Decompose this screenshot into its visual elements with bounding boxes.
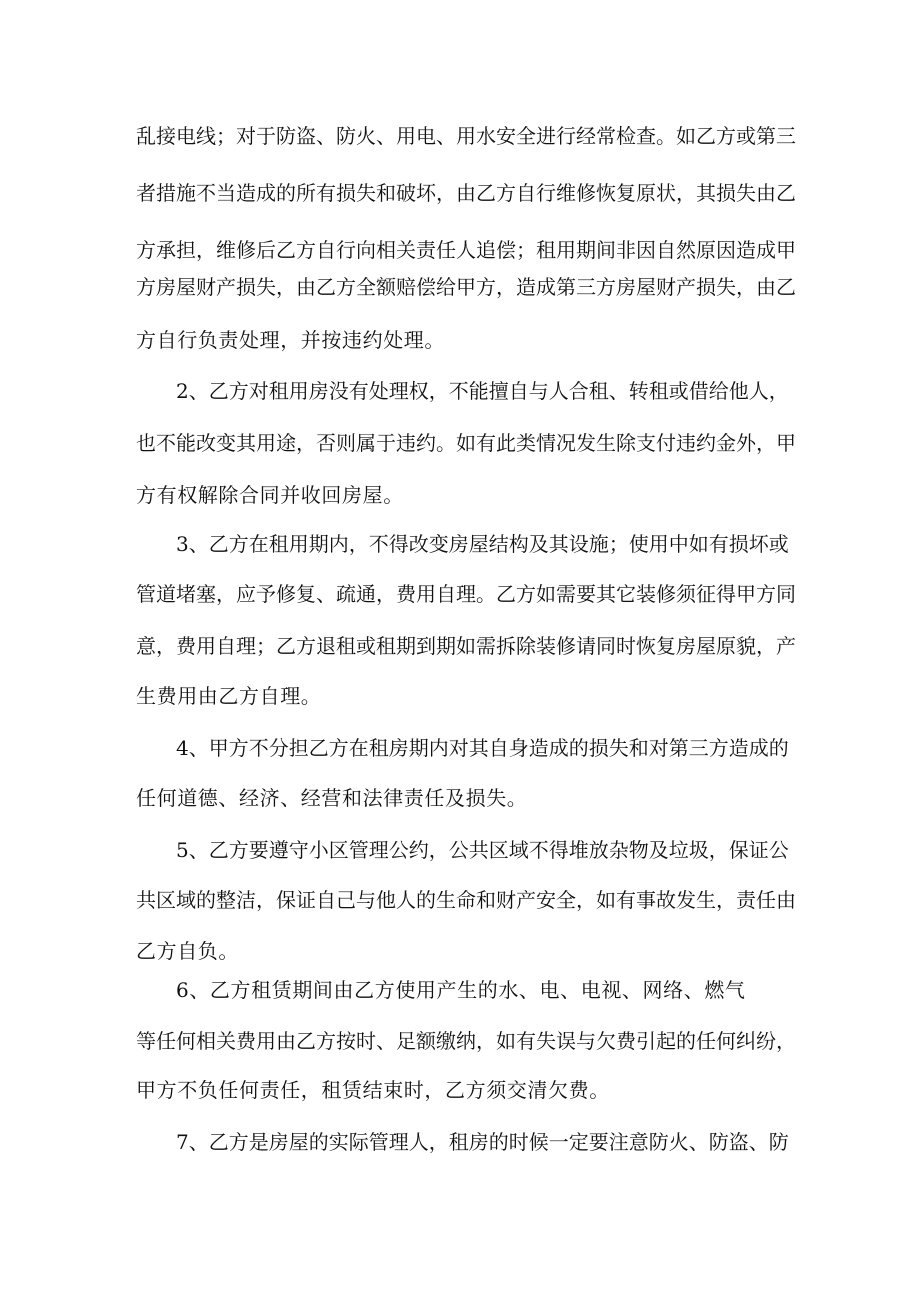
clause-3-line: 管道堵塞，应予修复、疏通，费用自理。乙方如需要其它装修须征得甲方同 <box>136 582 796 606</box>
clause-6-line: 6、乙方租赁期间由乙方使用产生的水、电、电视、网络、燃气 <box>176 978 746 1002</box>
clause-6-line: 甲方不负任何责任，租赁结束时，乙方须交清欠费。 <box>136 1078 610 1102</box>
clause-3-line: 3、乙方在租用期内，不得改变房屋结构及其设施；使用中如有损坏或 <box>176 532 789 556</box>
clause-2-line: 方有权解除合同并收回房屋。 <box>136 483 404 507</box>
clause-5-line: 乙方自负。 <box>136 939 239 963</box>
clause-3-line: 意，费用自理；乙方退租或租期到期如需拆除装修请同时恢复房屋原貌，产 <box>136 634 796 658</box>
paragraph-line: 方房屋财产损失，由乙方全额赔偿给甲方，造成第三方房屋财产损失，由乙 <box>136 275 796 299</box>
clause-3-line: 生费用由乙方自理。 <box>136 684 322 708</box>
paragraph-line: 方承担，维修后乙方自行向相关责任人追偿；租用期间非因自然原因造成甲 <box>136 238 796 262</box>
paragraph-line: 乱接电线；对于防盗、防火、用电、用水安全进行经常检查。如乙方或第三 <box>136 124 796 148</box>
clause-5-line: 5、乙方要遵守小区管理公约，公共区域不得堆放杂物及垃圾，保证公 <box>176 838 789 862</box>
clause-7-line: 7、乙方是房屋的实际管理人，租房的时候一定要注意防火、防盗、防 <box>176 1130 789 1154</box>
clause-4-line: 任何道德、经济、经营和法律责任及损失。 <box>136 786 528 810</box>
clause-6-line: 等任何相关费用由乙方按时、足额缴纳，如有失误与欠费引起的任何纠纷， <box>136 1029 796 1053</box>
clause-2-line: 2、乙方对租用房没有处理权，不能擅自与人合租、转租或借给他人， <box>176 379 789 403</box>
paragraph-line: 方自行负责处理，并按违约处理。 <box>136 328 445 352</box>
clause-2-line: 也不能改变其用途，否则属于违约。如有此类情况发生除支付违约金外，甲 <box>136 431 796 455</box>
clause-5-line: 共区域的整洁，保证自己与他人的生命和财产安全，如有事故发生，责任由 <box>136 888 796 912</box>
clause-4-line: 4、甲方不分担乙方在租房期内对其自身造成的损失和对第三方造成的 <box>176 736 789 760</box>
paragraph-line: 者措施不当造成的所有损失和破坏，由乙方自行维修恢复原状，其损失由乙 <box>136 181 796 205</box>
